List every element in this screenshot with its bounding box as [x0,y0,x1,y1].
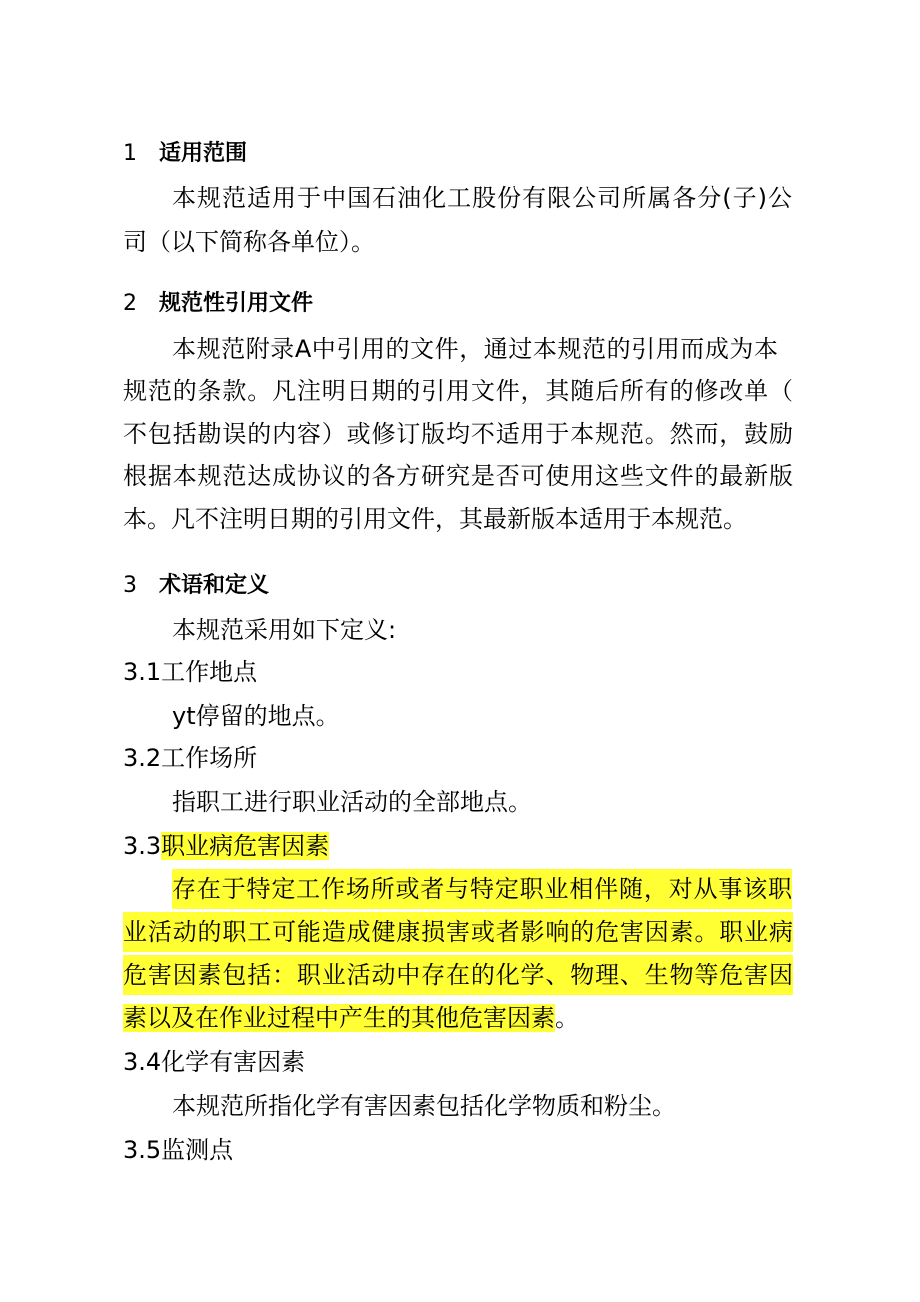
section-title: 适用范围 [159,141,248,166]
section-heading [123,284,313,324]
highlighted-term-title: 职业病危害因素 [161,832,330,860]
paragraph-line: 本。凡不注明日期的引用文件，其最新版本适用于本规范。 [123,505,747,533]
paragraph-line: 司（以下简称各单位）。 [123,228,375,256]
term-title: 工作地点 [161,658,258,686]
term-heading [123,652,257,692]
term-title: 化学有害因素 [161,1048,306,1076]
highlighted-definition-line: 存在于特定工作场所或者与特定职业相伴随，对从事该职 [172,869,792,909]
term-definition: yt停留的地点。 [172,702,340,730]
paragraph-line: 规范的条款。凡注明日期的引用文件，其随后所有的修改单（ [123,377,793,405]
term-definition: 本规范所指化学有害因素包括化学物质和粉尘。 [172,1092,676,1120]
term-number: 3.2 [123,744,162,772]
section-number: 2 [123,291,137,316]
term-heading [123,738,257,778]
highlighted-definition-line: 业活动的职工可能造成健康损害或者影响的危害因素。职业病 [123,912,793,952]
term-number: 3.5 [123,1136,162,1164]
section-number: 3 [123,573,137,598]
term-heading [123,1130,233,1170]
term-number: 3.3 [123,832,162,860]
paragraph-line: 本规范附录A中引用的文件，通过本规范的引用而成为本 [172,335,778,363]
section-title: 规范性引用文件 [159,291,314,316]
paragraph-line: 本规范适用于中国石油化工股份有限公司所属各分(子)公 [172,184,792,212]
section-heading [123,566,269,606]
section-title: 术语和定义 [159,573,270,598]
section-intro: 本规范采用如下定义: [172,616,397,644]
term-heading [123,826,329,866]
term-number: 3.4 [123,1048,162,1076]
paragraph-line: 不包括勘误的内容）或修订版均不适用于本规范。然而，鼓励 [123,420,793,448]
section-number: 1 [123,141,137,166]
term-title: 监测点 [161,1136,234,1164]
term-title: 工作场所 [161,744,258,772]
term-number: 3.1 [123,658,162,686]
highlighted-definition-line: 危害因素包括：职业活动中存在的化学、物理、生物等危害因 [123,955,793,995]
definition-period: 。 [555,1004,579,1032]
paragraph-line: 根据本规范达成协议的各方研究是否可使用这些文件的最新版 [123,462,793,490]
term-definition: 指职工进行职业活动的全部地点。 [172,788,532,816]
highlighted-definition-text: 素以及在作业过程中产生的其他危害因素 [123,1004,555,1032]
section-heading [123,134,247,174]
term-heading [123,1042,305,1082]
definition-line [123,998,579,1038]
